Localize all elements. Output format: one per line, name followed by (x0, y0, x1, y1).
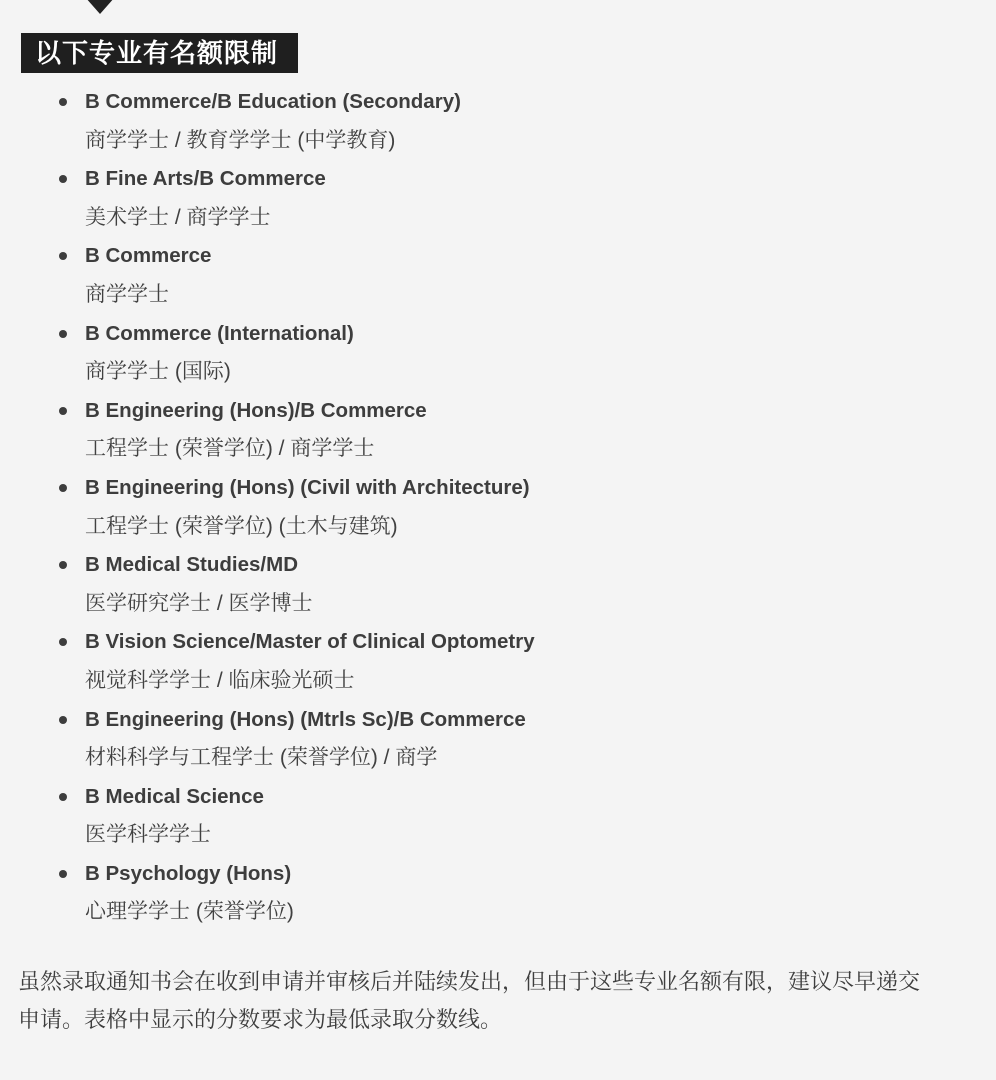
program-name-en: B Engineering (Hons) (Mtrls Sc)/B Commerce (85, 707, 526, 731)
program-name-zh: 商学学士 / 教育学学士 (中学教育) (85, 128, 396, 152)
program-name-en: B Medical Science (85, 784, 264, 808)
program-name-en: B Psychology (Hons) (85, 861, 292, 885)
quota-limit-header: 以下专业有名额限制 (21, 33, 298, 73)
program-name-zh: 视觉科学学士 / 临床验光硕士 (85, 668, 355, 692)
program-name-zh: 医学研究学士 / 医学博士 (85, 591, 313, 615)
program-name-zh: 商学学士 (85, 282, 169, 306)
arrow-down-icon (85, 0, 115, 14)
program-name-en: B Medical Studies/MD (85, 553, 299, 577)
program-name-en: B Engineering (Hons)/B Commerce (85, 398, 427, 422)
list-item (85, 83, 996, 160)
program-name-zh: 心理学学士 (荣誉学位) (85, 900, 294, 924)
program-name-en: B Commerce (85, 244, 212, 268)
program-name-zh: 医学科学学士 (85, 823, 211, 847)
list-item (85, 315, 996, 392)
list-item (85, 855, 996, 932)
list-item (85, 701, 996, 778)
footer-note: 虽然录取通知书会在收到申请并审核后并陆续发出，但由于这些专业名额有限，建议尽早递交申请。表格中显示的分数要求为最低录取分数线。 (18, 969, 921, 1033)
program-name-zh: 工程学士 (荣誉学位) / 商学学士 (85, 437, 375, 461)
program-name-zh: 材料科学与工程学士 (荣誉学位) / 商学 (85, 746, 438, 770)
program-name-en: B Engineering (Hons) (Civil with Architecture) (85, 475, 530, 499)
list-item (85, 546, 996, 623)
program-list (0, 83, 996, 932)
list-item (85, 392, 996, 469)
program-name-zh: 美术学士 / 商学学士 (85, 205, 271, 229)
list-item (85, 237, 996, 314)
list-item (85, 469, 996, 546)
list-item (85, 623, 996, 700)
program-name-en: B Commerce (International) (85, 321, 354, 345)
program-name-zh: 工程学士 (荣誉学位) (土木与建筑) (85, 514, 398, 538)
program-name-en: B Commerce/B Education (Secondary) (85, 90, 461, 113)
program-name-en: B Vision Science/Master of Clinical Optometry (85, 630, 535, 654)
list-item (85, 160, 996, 237)
list-item (85, 778, 996, 855)
program-name-en: B Fine Arts/B Commerce (85, 167, 326, 191)
program-name-zh: 商学学士 (国际) (85, 360, 231, 384)
